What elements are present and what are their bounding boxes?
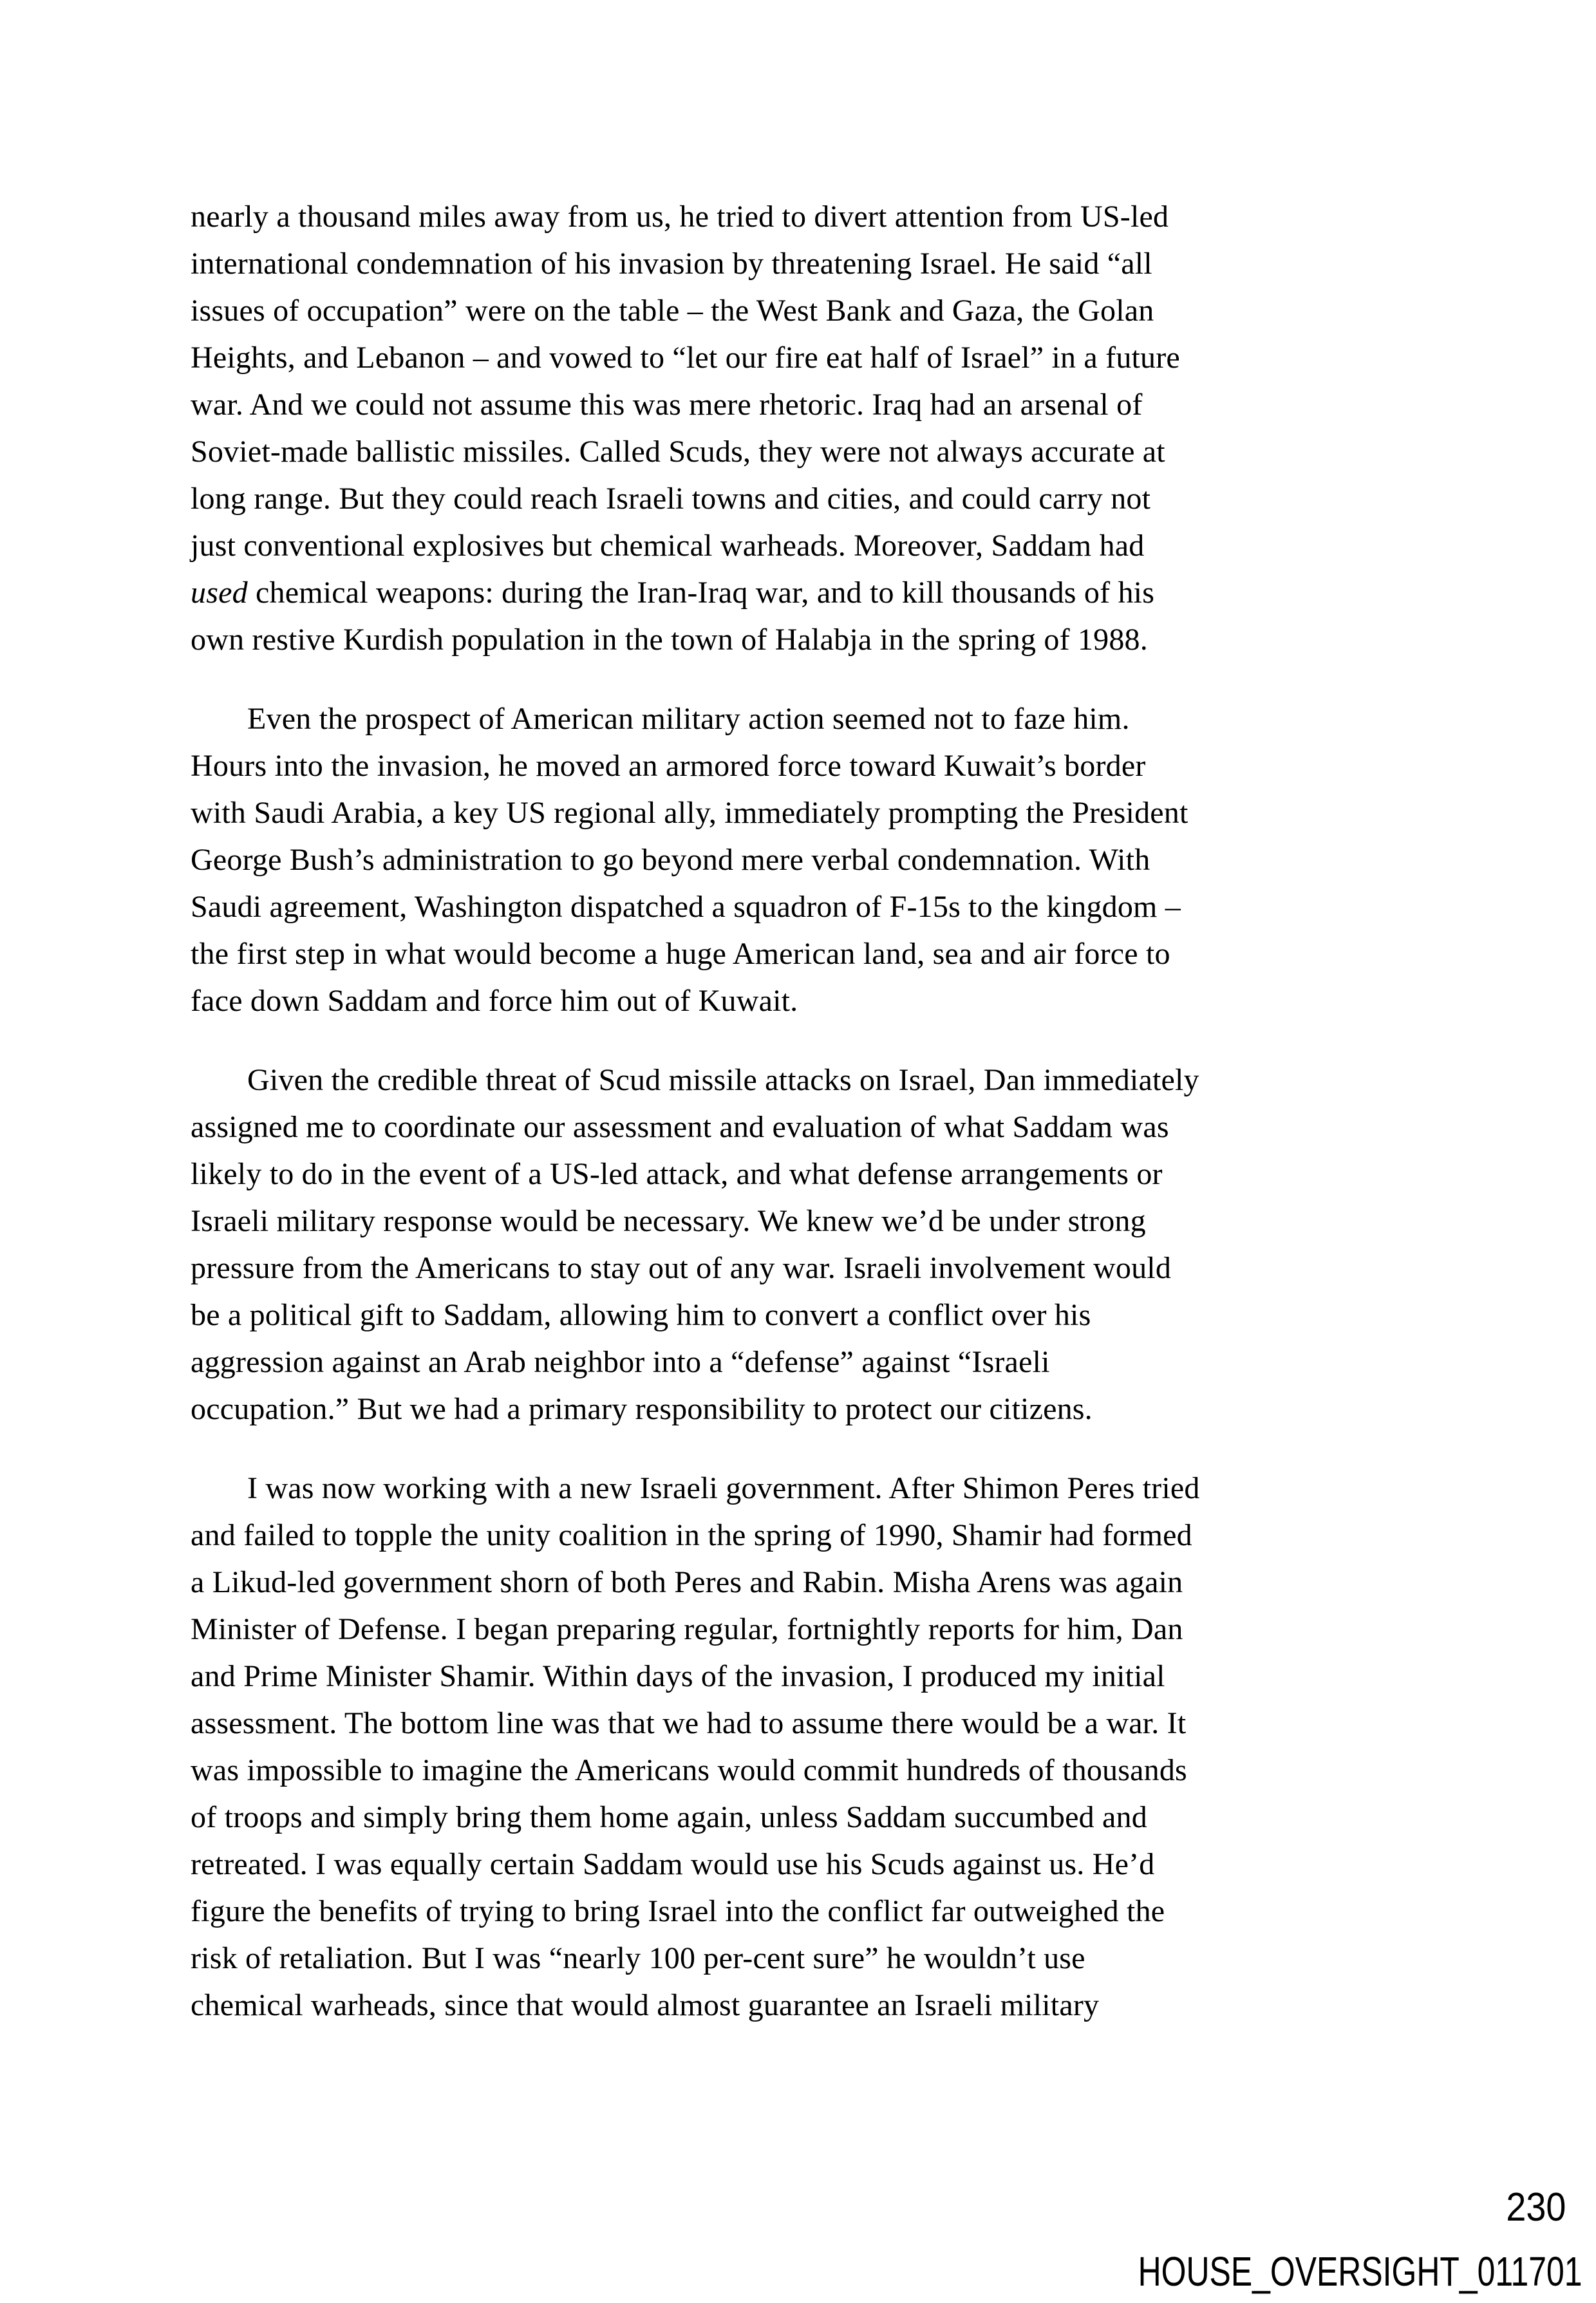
page-text <box>191 193 1443 2029</box>
page-number: 230 <box>1505 2185 1566 2230</box>
paragraph: nearly a thousand miles away from us, he tried to divert attention from US-led international condemnation of his invasion by threatening Israel. He said “all issues of occupation” were on the table – the West Bank and Gaza, the Golan Heights, and Lebanon – and vowed to “let our fire eat half of Israel” in a future war. And we could not assume this was mere rhetoric. Iraq had an arsenal of Soviet-made ballistic missiles. Called Scuds, they were not always accurate at long range. But they could reach Israeli towns and cities, and could carry not just conventional explosives but chemical warheads. Moreover, Saddam had used chemical weapons: during the Iran-Iraq war, and to kill thousands of his own restive Kurdish population in the town of Halabja in the spring of 1988. <box>191 200 1180 657</box>
paragraph: Given the credible threat of Scud missile attacks on Israel, Dan immediately assigned me to coordinate our assessment and evaluation of what Saddam was likely to do in the event of a US-led attack, and what defense arrangements or Israeli military response would be necessary. We knew we’d be under strong pressure from the Americans to stay out of any war. Israeli involvement would be a political gift to Saddam, allowing him to convert a conflict over his aggression against an Arab neighbor into a “defense” against “Israeli occupation.” But we had a primary responsibility to protect our citizens. <box>191 1063 1199 1426</box>
paragraph: Even the prospect of American military action seemed not to faze him. Hours into the invasion, he moved an armored force toward Kuwait’s border with Saudi Arabia, a key US regional ally, immediately prompting the President George Bush’s administration to go beyond mere verbal condemnation. With Saudi agreement, Washington dispatched a squadron of F-15s to the kingdom – the first step in what would become a huge American land, sea and air force to face down Saddam and force him out of Kuwait. <box>191 702 1188 1018</box>
paragraph: I was now working with a new Israeli government. After Shimon Peres tried and failed to topple the unity coalition in the spring of 1990, Shamir had formed a Likud-led government shorn of both Peres and Rabin. Misha Arens was again Minister of Defense. I began preparing regular, fortnightly reports for him, Dan and Prime Minister Shamir. Within days of the invasion, I produced my initial assessment. The bottom line was that we had to assume there would be a war. It was impossible to imagine the Americans would commit hundreds of thousands of troops and simply bring them home again, unless Saddam succumbed and retreated. I was equally certain Saddam would use his Scuds against us. He’d figure the benefits of trying to bring Israel into the conflict far outweighed the risk of retaliation. But I was “nearly 100 per-cent sure” he wouldn’t use chemical warheads, since that would almost guarantee an Israeli military <box>191 1471 1200 2022</box>
italic-text: used <box>191 576 248 610</box>
bates-stamp: HOUSE_OVERSIGHT_011701 <box>1138 2248 1582 2295</box>
